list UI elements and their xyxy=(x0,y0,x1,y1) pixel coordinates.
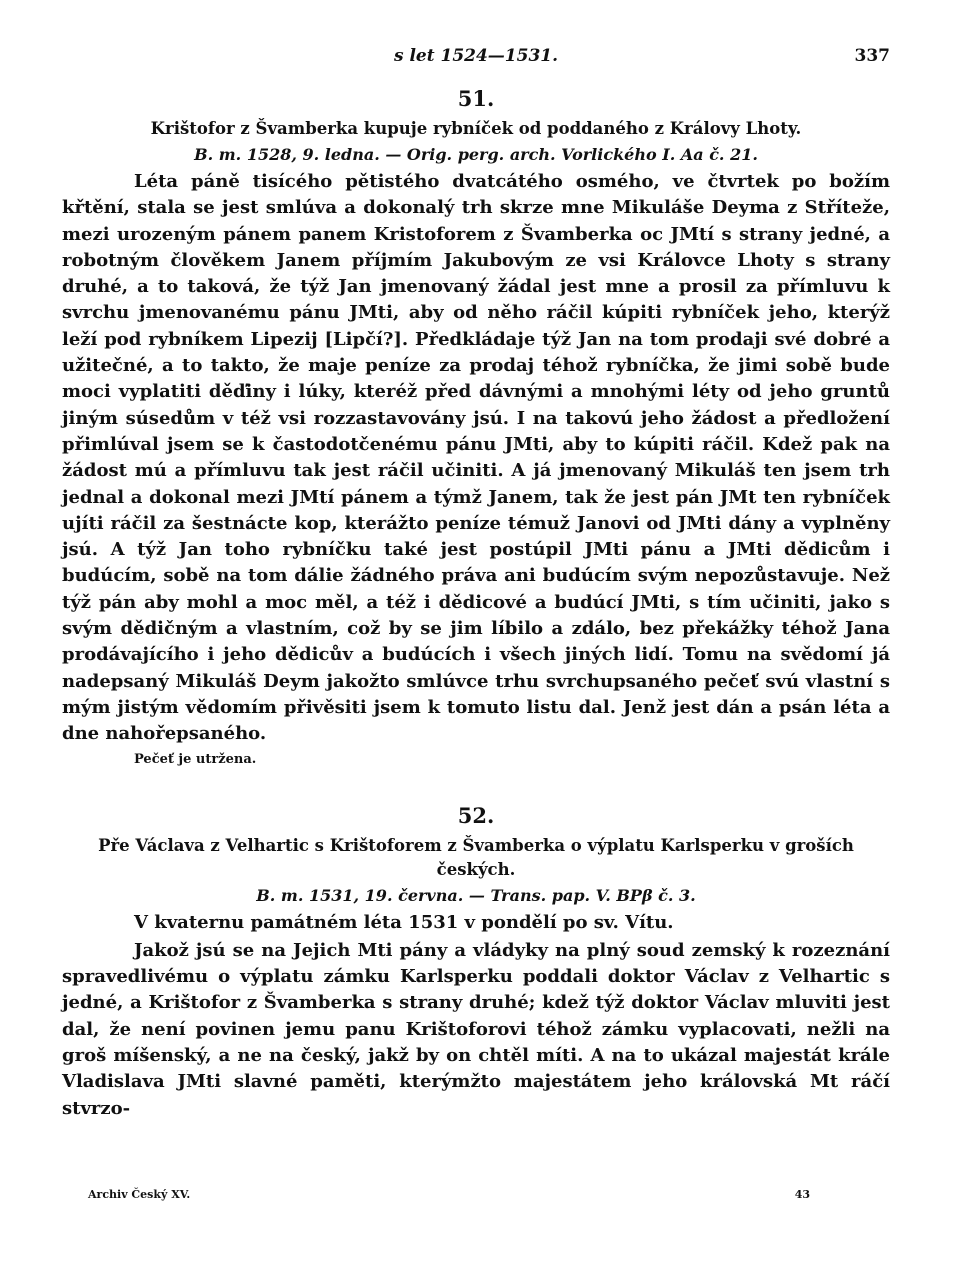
book-page xyxy=(62,46,890,1122)
document-52 xyxy=(62,803,890,1122)
document-number: 52. xyxy=(457,802,495,828)
running-head-title: s let 1524—1531. xyxy=(393,46,559,66)
seal-note: Pečeť je utržena. xyxy=(134,751,257,767)
document-paragraph: V kvaternu památném léta 1531 v pondělí po sv. Vítu. xyxy=(134,911,674,933)
document-title: Krištofor z Švamberka kupuje rybníček od poddaného z Královy Lhoty. xyxy=(150,119,802,138)
footer-sheet-number: 43 xyxy=(794,1188,810,1201)
document-title: Pře Václava z Velhartic s Krištoforem z Švamberka o výplatu Karlsperku v groších českých. xyxy=(98,835,854,879)
document-number: 51. xyxy=(457,86,495,111)
document-source: B. m. 1528, 9. ledna. — Orig. perg. arch. Vorlického I. Aa č. 21. xyxy=(194,145,758,164)
running-head xyxy=(62,46,890,76)
document-paragraph: Léta páně tisícého pětistého dvatcátého osmého, ve čtvrtek po božím křtění, stala se jest smlúva a dokonalý trh skrze mne Mikuláše Deyma z Stříteže, mezi urozeným pánem panem Kristoforem z Švamberka oc JMtí s strany jedné, a robotným člověkem Janem příjmím Jakubovým ze vsi Královce Lhoty s strany druhé, a to taková, že týž Jan jmenovaný žádal jest mne a prosil za přímluvu k svrchu jmenovanému pánu JMti, aby od něho ráčil kúpiti rybníček jeho, kterýž leží pod rybníkem Lipezij [Lipčí?]. Předkládaje týž Jan na tom prodaji své dobré a užitečné, a to takto, že maje peníze za prodaj téhož rybníčka, že jimi sobě bude moci vyplatiti děďiny i lúky, kteréž před dávnými a mnohými léty od jeho gruntů jiným súsedům v též vsi rozzastavovány jsú. I na takovú jeho žádost a předložení přimlúval jsem se k častodotčenému pánu JMti, aby to kúpiti ráčil. Kdež pak na žádost mú a přímluvu tak jest ráčil učiniti. A já jmenovaný Mikuláš ten jsem trh jednal a dokonal mezi JMtí pánem a týmž Janem, tak že jest pán JMt ten rybníček ujíti ráčil za šestnácte kop, kterážto peníze témuž Janovi od JMti dány a vyplněny jsú. A týž Jan toho rybníčku také jest postúpil JMti pánu a JMti dědicům i budúcím, sobě na tom dálie žádného práva ani budúcím svým nepozůstavuje. Než týž pán aby mohl a moc měl, a též i dědicové a budúcí JMti, s tím učiniti, jako s svým dědičným a vlastním, což by se jim líbilo a zdálo, bez překážky téhož Jana prodávajícího i jeho dědicův a budúcích i všech jiných lidí. Tomu na svědomí já nadepsaný Mikuláš Deym jakožto smlúvce trhu svrchupsaného pečeť svú vlastní s mým jistým vědomím přivěsiti jsem k tomuto listu dal. Jenž jest dán a psán léta a dne nahořepsaného. xyxy=(62,171,890,745)
document-51 xyxy=(62,86,890,767)
page-number: 337 xyxy=(854,46,890,66)
document-paragraph: Jakož jsú se na Jejich Mti pány a vládyky na plný soud zemský k rozeznání spravedlivému o výplatu zámku Karlsperku poddali doktor Václav z Velhartic s jedné, a Krištofor z Švamberka s strany druhé; kdež týž doktor Václav mluviti jest dal, že není povinen jemu panu Krištoforovi téhož zámku vyplacovati, nežli na groš míšenský, a ne na český, jakž by on chtěl míti. A na to ukázal majestát krále Vladislava JMti slavné paměti, kterýmžto majestátem jeho královská Mt ráčí stvrzo- xyxy=(62,939,890,1119)
document-source: B. m. 1531, 19. června. — Trans. pap. V. BPβ č. 3. xyxy=(256,885,696,905)
footer-signature: Archiv Český XV. xyxy=(88,1188,191,1201)
